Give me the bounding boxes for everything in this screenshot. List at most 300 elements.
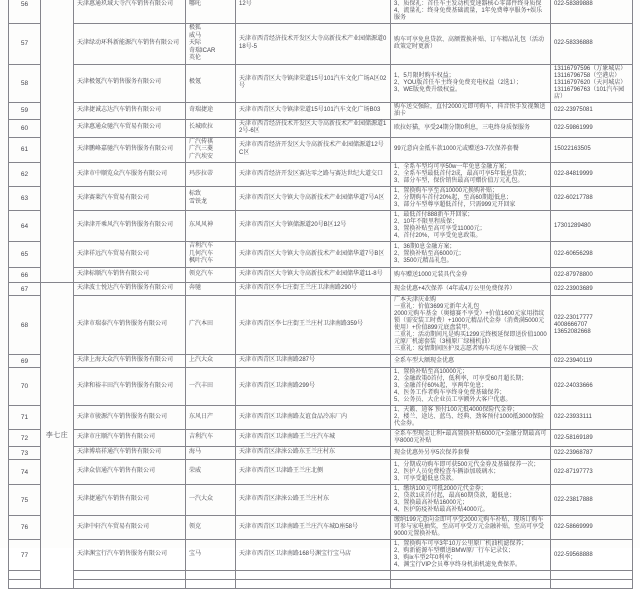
- cell-region: [41, 283, 74, 589]
- cell-phone-line: 022-58169189: [554, 434, 593, 441]
- cell-address-line: 天津市西青区大寺镇储源道20号B区12号: [239, 222, 347, 229]
- cell-company-name: [74, 296, 186, 355]
- cell-phone: [551, 64, 633, 102]
- cell-brand: [186, 540, 236, 571]
- cell-promotion: [391, 485, 551, 516]
- cell-brand: [186, 296, 236, 355]
- cell-promotion-line: 1、置换购车享至高10000元换购补贴；: [394, 188, 499, 194]
- cell-phone-line: 13116796763（101汽车园店）: [554, 86, 625, 100]
- table-row: [9, 102, 633, 119]
- cell-promotion: [391, 430, 551, 447]
- cell-phone-line: 022-59568888: [554, 551, 593, 558]
- cell-address: [236, 296, 391, 355]
- table-row: [9, 368, 633, 406]
- cell-promotion: [391, 571, 551, 580]
- cell-promotion-line: 1、天籁、逍客 预付100元抵4000保险代金券；: [394, 407, 519, 413]
- cell-promotion-line: 2、楼兰、途达、蓝鸟、经典、劲客预付1000抵3000保险代金券。: [394, 414, 545, 427]
- cell-address-line: 天津市西青区大寺镇大寺高新技术产业园储华道11-8号: [239, 271, 383, 278]
- cell-phone: [551, 283, 633, 296]
- cell-company-name: [74, 447, 186, 460]
- cell-company-name: [74, 0, 186, 24]
- cell-row-number-line: 73: [20, 449, 29, 457]
- cell-brand-line: 标致: [189, 191, 202, 197]
- cell-address-line: 天津市西青区卫津路王兰庄北侧: [239, 468, 324, 475]
- cell-promotion: [391, 187, 551, 211]
- cell-row-number: [9, 102, 41, 119]
- cell-address-line: 天津市西青经济技术开发区大寺高新技术产业园储源道018号-5: [239, 36, 387, 50]
- cell-row-number-line: 63: [20, 195, 29, 202]
- cell-address: [236, 540, 391, 571]
- cell-brand-line: 领克汽车: [189, 271, 214, 278]
- cell-company-name: [74, 187, 186, 211]
- cell-phone: [551, 24, 633, 65]
- cell-address: [236, 368, 391, 406]
- cell-promotion-line: 现金优惠外另享5次保养套餐: [394, 449, 470, 456]
- cell-address: [236, 485, 391, 516]
- cell-promotion-line: 3、购ix车型2年0利率；: [394, 555, 457, 561]
- cell-brand: [186, 119, 236, 137]
- cell-promotion: [391, 0, 551, 24]
- table-row: [9, 268, 633, 283]
- cell-brand: [186, 516, 236, 540]
- cell-phone-line: 022-59861999: [554, 124, 593, 131]
- cell-brand: [186, 24, 236, 65]
- cell-brand: [186, 368, 236, 406]
- cell-promotion: [391, 406, 551, 430]
- cell-company-name-line: 天津绿动环科新能源汽车销售有限公司: [77, 40, 180, 46]
- table-row: [9, 296, 633, 355]
- cell-promotion: [391, 268, 551, 283]
- cell-row-number: [9, 406, 41, 430]
- cell-brand: [186, 430, 236, 447]
- cell-company-name-line: 天津惠通玖域大寺汽车销售有限公司: [77, 1, 174, 7]
- cell-brand-line: 广汽埃安: [189, 153, 214, 160]
- cell-row-number-line: 56: [20, 1, 29, 8]
- cell-brand-line: 英伦: [189, 55, 202, 61]
- cell-brand: [186, 102, 236, 119]
- cell-address-line: 天津市西青经济开发区赛达零之路与赛达世纪大道交口: [239, 170, 384, 177]
- cell-phone-line: 13116797620（天河城店）: [554, 79, 627, 86]
- cell-phone: [551, 268, 633, 283]
- cell-brand-line: 上汽大众: [189, 357, 214, 364]
- cell-promotion: [391, 119, 551, 137]
- table-row: [9, 242, 633, 268]
- cell-address: [236, 447, 391, 460]
- cell-promotion-line: 2、贷款1成首付起，最高60期贷款，超低息；: [394, 493, 516, 499]
- cell-company-name-line: 天津众信通汽车销售有限公司: [77, 468, 156, 475]
- cell-promotion-line: 1、全系车型均可享50w一年免息金融方案；: [394, 164, 511, 170]
- cell-row-number-line: 71: [20, 414, 29, 421]
- cell-company-name: [74, 368, 186, 406]
- cell-row-number: [9, 516, 41, 540]
- table-row: [9, 406, 633, 430]
- cell-phone: [551, 102, 633, 119]
- cell-company-name-line: 天津祥远汽车贸易有限公司: [77, 250, 150, 257]
- cell-company-name: [74, 283, 186, 296]
- cell-phone-line: 022-23817888: [554, 496, 593, 503]
- table-row: [9, 211, 633, 242]
- cell-promotion: [391, 137, 551, 163]
- cell-company-name-line: 天津鹏峰嘉驰汽车销售服务有限公司: [77, 146, 174, 152]
- cell-company-name: [74, 355, 186, 368]
- cell-company-name: [74, 242, 186, 268]
- cell-phone: [551, 242, 633, 268]
- cell-brand-line: 宝马: [189, 551, 202, 558]
- cell-address-line: 天津市西青区大寺镇津荣道15号101汽车文化广场B03: [239, 106, 381, 113]
- cell-promotion: [391, 296, 551, 355]
- table-row: [9, 119, 633, 137]
- cell-promotion: [391, 580, 551, 589]
- cell-promotion-line: 2、全系车型最低首付2成，最高可享5年低息贷款；: [394, 171, 531, 177]
- cell-phone: [551, 0, 633, 24]
- cell-company-name-line: 天津捷通汽车销售有限公司: [77, 496, 150, 503]
- cell-company-name-line: 天津津开乘风汽车销售服务有限公司: [77, 222, 174, 229]
- cell-promotion-line: 1、分期成功购车即可获500元代金券及基础保养一次；: [394, 461, 540, 468]
- cell-company-name: [74, 571, 186, 580]
- cell-brand-line: 东风风神: [189, 222, 214, 229]
- cell-promotion-line: 缴纳199元意向金即可享受2000元购车补贴，现场订购车可参与家电抽奖，至高可享受万元金融补贴，至高可享受9000元置换补贴。: [394, 517, 545, 537]
- cell-phone: [551, 187, 633, 211]
- cell-brand-line: 长城欧拉: [189, 124, 214, 131]
- cell-promotion-line: 2、分期购车首付20%起，至高60期超低息；: [394, 195, 513, 201]
- cell-promotion-line: 1、5月限时购车权益；: [394, 72, 455, 79]
- cell-promotion-line: 1、缴纳100元可抵2000元代金券；: [394, 486, 487, 492]
- cell-row-number: [9, 368, 41, 406]
- table-row: [9, 137, 633, 163]
- cell-company-name-line: 天津上海大众汽车销售服务有限公司: [77, 357, 174, 364]
- cell-company-name: [74, 580, 186, 589]
- cell-promotion-line: 2、YOU版首任车主终身免费充电权益（2选1）；: [394, 79, 523, 86]
- cell-row-number-line: 68: [20, 321, 29, 329]
- cell-company-name: [74, 406, 186, 430]
- cell-company-name: [74, 540, 186, 571]
- cell-company-name: [74, 24, 186, 65]
- cell-address: [236, 406, 391, 430]
- cell-row-number-line: 76: [20, 524, 29, 531]
- cell-phone: [551, 516, 633, 540]
- cell-row-number: [9, 242, 41, 268]
- cell-company-name: [74, 485, 186, 516]
- cell-company-name: [74, 163, 186, 187]
- cell-promotion: [391, 516, 551, 540]
- cell-phone-line: 15022163505: [554, 146, 591, 153]
- cell-phone: [551, 163, 633, 187]
- cell-brand: [186, 460, 236, 485]
- cell-address-line: 天津市西青区卫津南路王兰庄汽车城D座58号: [239, 523, 359, 530]
- cell-promotion: [391, 102, 551, 119]
- cell-brand-line: 玛莎拉蒂: [189, 170, 214, 177]
- cell-row-number: [9, 485, 41, 516]
- cell-address: [236, 137, 391, 163]
- cell-phone-line: 022-58336888: [554, 40, 593, 47]
- cell-address: [236, 430, 391, 447]
- cell-row-number: [9, 24, 41, 65]
- cell-brand-line: 一汽丰田: [189, 382, 214, 389]
- cell-row-number-line: 67: [20, 285, 29, 293]
- cell-row-number-line: 64: [20, 222, 29, 230]
- cell-promotion-line: 5、公务员、大企业员工享额外大客户优惠。: [394, 397, 512, 403]
- cell-company-name-line: 天津博培祥通汽车销售有限公司: [77, 449, 162, 456]
- cell-phone-line: 022-23940119: [554, 357, 593, 364]
- cell-phone-line: 4008666707: [554, 321, 588, 328]
- cell-phone-line: 13652082668: [554, 328, 591, 335]
- table-row: [9, 24, 633, 65]
- cell-brand-line: 天际: [189, 40, 202, 46]
- cell-phone: [551, 406, 633, 430]
- cell-address-line: 天津市西青区卫津南路299号: [239, 382, 316, 389]
- cell-row-number: [9, 137, 41, 163]
- cell-phone: [551, 571, 633, 580]
- cell-promotion-line: 3、可享受超低息贷款。: [394, 475, 458, 482]
- cell-phone-line: 022-87978800: [554, 271, 593, 278]
- cell-promotion-line: 广本天津庆业购: [394, 297, 437, 303]
- cell-promotion-line: 4、医护防疫补贴最高补贴4000元。: [394, 507, 489, 513]
- cell-company-name-line: 天津中轩汽车贸易有限公司: [77, 523, 150, 530]
- cell-phone: [551, 447, 633, 460]
- cell-brand-line: 雪铁龙: [189, 198, 208, 205]
- cell-row-number: [9, 211, 41, 242]
- cell-row-number: [9, 430, 41, 447]
- cell-row-number-line: 77: [20, 551, 29, 559]
- cell-row-number-line: 66: [20, 271, 29, 279]
- cell-row-number: [9, 187, 41, 211]
- cell-phone: [551, 485, 633, 516]
- cell-promotion: [391, 460, 551, 485]
- table-row: [9, 540, 633, 571]
- cell-phone-line: 022-58669999: [554, 524, 593, 530]
- cell-phone-line: 13116797596（万象城店）: [554, 65, 627, 72]
- cell-promotion-line: 2、10年不限里程质保；: [394, 219, 459, 225]
- cell-row-number: [9, 283, 41, 296]
- cell-address: [236, 187, 391, 211]
- cell-row-number: [9, 540, 41, 571]
- cell-promotion-line: 三重礼：疫情期间医护及志愿者购车均送车身镀膜一次: [394, 346, 539, 352]
- cell-promotion-line: 全系车型现金让利+最高置换补贴6000元+金融分期最高可享8000元补贴: [394, 431, 547, 444]
- cell-promotion: [391, 283, 551, 296]
- cell-phone-line: 022-60217788: [554, 195, 593, 201]
- cell-promotion-line: 2、购新能源车型赠送BMW原厂行车记录仪；: [394, 548, 515, 554]
- cell-brand: [186, 485, 236, 516]
- cell-brand: [186, 268, 236, 283]
- cell-address: [236, 355, 391, 368]
- cell-promotion: [391, 447, 551, 460]
- table-row: [9, 460, 633, 485]
- cell-company-name-line: 天津渊宝行汽车销售服务有限公司: [77, 551, 168, 558]
- cell-region: [41, 0, 74, 283]
- cell-row-number-line: 69: [20, 357, 29, 365]
- cell-brand-line: 奔驰: [189, 285, 202, 292]
- cell-brand: [186, 406, 236, 430]
- cell-company-name-line: 天津市庄顺汽车销售有限公司: [77, 434, 156, 441]
- cell-row-number: [9, 355, 41, 368]
- cell-row-number: [9, 580, 41, 589]
- cell-company-name: [74, 137, 186, 163]
- cell-company-name-line: 天津市中顺览众汽车服务有限公司: [77, 170, 168, 177]
- cell-brand: [186, 187, 236, 211]
- cell-phone: [551, 119, 633, 137]
- cell-row-number-line: 65: [20, 251, 29, 258]
- cell-address: [236, 119, 391, 137]
- cell-promotion-line: 99元意向金抵车款1000元或赠送3-7次保养套餐: [394, 146, 519, 153]
- cell-company-name: [74, 211, 186, 242]
- cell-promotion-line: 4、首付20%，可享受免息政策。: [394, 233, 482, 239]
- cell-row-number: [9, 296, 41, 355]
- table-row: [9, 430, 633, 447]
- cell-address-line: 天津市西青区津涞公路东王兰庄村东: [239, 449, 336, 456]
- cell-company-name-line: 天津捷诚志达汽车销售有限公司: [77, 106, 162, 113]
- cell-promotion-line: 二重礼：活动期间凡是购买1299元终极延保即送价值1000元原厂机滤套装（3桶原厂绿桶机油）: [394, 332, 547, 345]
- table-row: [9, 283, 633, 296]
- cell-promotion: [391, 64, 551, 102]
- cell-brand-line: 广汽本田: [189, 321, 214, 328]
- cell-address-line: 12号: [239, 1, 252, 7]
- cell-brand-line: 东风日产: [189, 413, 214, 420]
- cell-phone: [551, 580, 633, 589]
- cell-phone-line: 17301289480: [554, 222, 591, 229]
- cell-address: [236, 283, 391, 296]
- cell-promotion-line: 3、3500元精品礼包。: [394, 258, 453, 264]
- cell-promotion: [391, 242, 551, 268]
- cell-address-line: 天津市西青区卫津南路王兰庄汽车城: [239, 434, 336, 441]
- cell-promotion: [391, 24, 551, 65]
- cell-company-name-line: 天津和裕丰田汽车销售服务有限公司: [77, 382, 174, 389]
- cell-promotion-line: 购车可享免息贷款、高额置换补贴、订车精品礼包（活动政策定时更新）: [394, 36, 545, 50]
- cell-promotion-line: 2、金融政策0首付，低利率，可享受60月超长期；: [394, 376, 528, 382]
- cell-company-name: [74, 268, 186, 283]
- cell-brand-line: 吉利汽车: [189, 434, 214, 441]
- cell-address-line: 天津市西青区大寺镇大寺高新技术产业园储华道7号A区: [239, 194, 385, 201]
- cell-phone-line: 022-23017777: [554, 314, 593, 321]
- cell-promotion-line: 4、渊宝行VIP会员尊享终身机油机滤免费保养。: [394, 562, 522, 568]
- cell-row-number-line: 61: [20, 146, 29, 154]
- cell-brand-line: 吉利汽车: [189, 243, 214, 250]
- cell-address: [236, 24, 391, 65]
- cell-promotion-line: 3、WE版免费升级权益。: [394, 86, 462, 93]
- cell-company-name: [74, 430, 186, 447]
- cell-promotion-line: 2000元购车基金（奥德赛不享受）+价值1600元家用指纹锁（需安装工时费）+1000元精品代金券（消费满5000元使用）+价值899元底盘装甲。: [394, 311, 545, 331]
- cell-brand-line: 哪吒: [189, 1, 202, 7]
- cell-phone-line: 022-23975081: [554, 107, 593, 113]
- cell-promotion-line: 4、医务工作者购车享终身免费基础保养；: [394, 390, 506, 396]
- cell-phone-line: 022-23933111: [554, 414, 592, 420]
- cell-brand: [186, 447, 236, 460]
- cell-brand: [186, 163, 236, 187]
- cell-brand-line: 枫叶汽车: [189, 258, 214, 265]
- cell-row-number-line: 59: [20, 107, 29, 114]
- cell-brand-line: 极氪: [189, 79, 202, 86]
- cell-company-name-line: 天津极氪汽车销售服务有限公司: [77, 79, 162, 86]
- cell-row-number: [9, 64, 41, 102]
- cell-row-number: [9, 447, 41, 460]
- cell-phone-line: 13116796758（空港店）: [554, 72, 621, 79]
- cell-company-name: [74, 102, 186, 119]
- cell-promotion-line: 1、36期0息金融方案；: [394, 244, 456, 250]
- cell-row-number: [9, 163, 41, 187]
- table-row: [9, 0, 633, 24]
- cell-brand-line: 极狐: [189, 25, 202, 31]
- cell-row-number-line: 60: [20, 124, 29, 132]
- cell-brand: [186, 283, 236, 296]
- cell-promotion: [391, 368, 551, 406]
- cell-promotion: [391, 355, 551, 368]
- table-row: [9, 580, 633, 589]
- cell-promotion-line: 3、置换最高补贴16000元；: [394, 500, 469, 506]
- cell-company-name-line: 天津市骏源汽车销售服务有限公司: [77, 413, 168, 420]
- cell-promotion-line: 2、医护人员免费检查车辆添加玻璃水；: [394, 468, 500, 475]
- dealer-table: [8, 0, 633, 589]
- cell-address-line: 天津市西青经济技术开发区大寺高新技术产业园储源道12号-6区: [239, 120, 387, 134]
- cell-promotion-line: 购车送交强险，直付2000元即可购车，抖音快手发视频送油卡: [394, 103, 546, 117]
- cell-promotion-line: 全系车型大额现金优惠: [394, 357, 455, 364]
- cell-row-number-line: 58: [20, 79, 29, 87]
- cell-brand: [186, 355, 236, 368]
- cell-row-number: [9, 460, 41, 485]
- cell-company-name: [74, 64, 186, 102]
- cell-phone: [551, 460, 633, 485]
- cell-brand-line: 海马: [189, 449, 202, 456]
- cell-promotion-line: 欧拉好猫，享受24期分期0利息，三电终身质保服务: [394, 124, 531, 131]
- cell-promotion-line: 3、质保礼：首任车主发动机变速器核心零部件终身质保: [394, 1, 542, 7]
- cell-promotion: [391, 211, 551, 242]
- cell-company-name: [74, 119, 186, 137]
- cell-address: [236, 102, 391, 119]
- cell-row-number: [9, 571, 41, 580]
- cell-phone: [551, 137, 633, 163]
- cell-address-line: 天津市西青区卫津南路友谊食品冷冻厂内: [239, 413, 348, 420]
- table-row: [9, 516, 633, 540]
- cell-address: [236, 268, 391, 283]
- cell-row-number-line: 74: [20, 468, 29, 476]
- cell-row-number: [9, 0, 41, 24]
- table-row: [9, 355, 633, 368]
- cell-promotion-line: 3、部分车型，保价销售最高可赠价值万元礼包。: [394, 178, 524, 184]
- cell-promotion-line: 1、最低首付888新车开回家；: [394, 212, 474, 218]
- cell-promotion-line: 1、置换补贴至高10000元；: [394, 369, 469, 375]
- cell-address-line: 天津市西青区大寺镇津荣道15号101汽车文化广场A区02号: [239, 75, 387, 89]
- cell-promotion-line: 1、置换购车可享3年10万公里原厂机油机滤保养；: [394, 541, 528, 547]
- table-row: [9, 485, 633, 516]
- cell-brand: [186, 211, 236, 242]
- cell-brand: [186, 242, 236, 268]
- cell-phone: [551, 211, 633, 242]
- cell-company-name-line: 天津惠通众驰汽车贸易有限公司: [77, 124, 162, 131]
- table-row: [9, 64, 633, 102]
- cell-brand: [186, 571, 236, 580]
- cell-phone-line: 022-58389888: [554, 1, 593, 7]
- cell-phone: [551, 355, 633, 368]
- cell-company-name: [74, 460, 186, 485]
- cell-phone: [551, 540, 633, 571]
- table-row: [9, 447, 633, 460]
- table-row: [9, 187, 633, 211]
- cell-phone-line: 022-23968787: [554, 449, 593, 456]
- cell-row-number-line: 72: [20, 434, 29, 442]
- cell-company-name: [74, 516, 186, 540]
- cell-row-number-line: 62: [20, 171, 29, 178]
- table-body: [9, 0, 633, 589]
- cell-brand-line: 威马: [189, 32, 202, 39]
- cell-address: [236, 516, 391, 540]
- cell-address: [236, 211, 391, 242]
- cell-brand-line: 广汽三菱: [189, 146, 214, 152]
- cell-brand: [186, 137, 236, 163]
- cell-promotion-line: 3、金融首付60%起，享两年免息；: [394, 383, 488, 389]
- cell-brand-line: 奇瑞ICAR: [189, 47, 216, 54]
- cell-phone: [551, 368, 633, 406]
- cell-promotion-line: 3、置换补贴至高可享受11000元；: [394, 226, 486, 232]
- cell-phone-line: 022-87197773: [554, 468, 593, 475]
- cell-address: [236, 163, 391, 187]
